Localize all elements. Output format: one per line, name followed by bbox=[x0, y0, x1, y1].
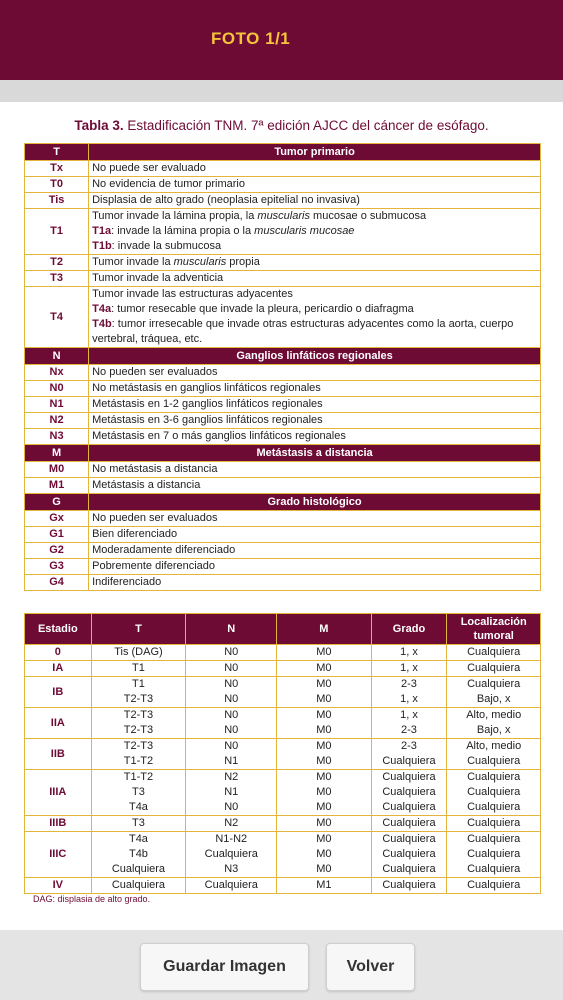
stage-cell bbox=[186, 832, 277, 878]
stage-column-header: T bbox=[91, 614, 186, 645]
stage-cell-line: T2-T3 bbox=[123, 709, 154, 721]
row-code: G1 bbox=[25, 527, 89, 543]
stage-table bbox=[24, 613, 541, 894]
table-row bbox=[25, 381, 541, 397]
stage-cell bbox=[186, 739, 277, 770]
stage-cell bbox=[186, 645, 277, 661]
stage-code: 0 bbox=[25, 645, 92, 661]
stage-cell-line: M0 bbox=[316, 755, 332, 767]
table-row bbox=[25, 161, 541, 177]
section-title: Tumor primario bbox=[89, 144, 541, 161]
stage-cell-line: Cualquiera bbox=[467, 646, 521, 658]
stage-cell-line: N0 bbox=[224, 740, 239, 752]
row-code: G3 bbox=[25, 559, 89, 575]
desc-text: Tumor invade la bbox=[92, 256, 174, 268]
row-code: T0 bbox=[25, 177, 89, 193]
row-code: M0 bbox=[25, 462, 89, 478]
stage-cell-line: Bajo, x bbox=[476, 693, 511, 705]
stage-cell bbox=[447, 677, 541, 708]
desc-text: : invade la submucosa bbox=[111, 240, 222, 252]
stage-cell-line: T2-T3 bbox=[123, 724, 154, 736]
photo-counter: FOTO 1/1 bbox=[211, 29, 291, 48]
row-description: No metástasis en ganglios linfáticos regionales bbox=[89, 381, 541, 397]
stage-cell bbox=[91, 739, 186, 770]
stage-cell bbox=[371, 708, 447, 739]
stage-cell-line: N1 bbox=[224, 755, 239, 767]
row-description: Tumor invade la adventicia bbox=[89, 271, 541, 287]
stage-cell-line: T1 bbox=[132, 662, 145, 674]
desc-line bbox=[92, 317, 537, 347]
stage-cell bbox=[447, 739, 541, 770]
stage-cell-line: Cualquiera bbox=[382, 786, 436, 798]
stage-cell-line: M0 bbox=[316, 833, 332, 845]
stage-cell-line: M0 bbox=[316, 740, 332, 752]
stage-cell-line: Cualquiera bbox=[382, 771, 436, 783]
stage-cell-line: N2 bbox=[224, 817, 239, 829]
desc-italic: muscularis bbox=[173, 256, 227, 268]
desc-text: : invade la lámina propia o la bbox=[111, 225, 255, 237]
row-description: No evidencia de tumor primario bbox=[89, 177, 541, 193]
stage-cell-line: M0 bbox=[316, 693, 332, 705]
stage-cell-line: Alto, medio bbox=[466, 709, 522, 721]
row-code: Gx bbox=[25, 511, 89, 527]
stage-cell-line: N0 bbox=[224, 709, 239, 721]
section-code: N bbox=[25, 348, 89, 365]
section-header bbox=[25, 445, 541, 462]
subcode: T1a bbox=[92, 225, 112, 237]
stage-cell-line: Cualquiera bbox=[467, 801, 521, 813]
stage-cell-line: T3 bbox=[132, 817, 145, 829]
stage-cell-line: T4b bbox=[128, 848, 148, 860]
subcode: T4b bbox=[92, 318, 112, 330]
stage-cell-line: T1-T2 bbox=[123, 755, 154, 767]
stage-row bbox=[25, 708, 541, 739]
row-code: G4 bbox=[25, 575, 89, 591]
stage-row bbox=[25, 816, 541, 832]
desc-line bbox=[92, 239, 537, 254]
stage-cell-line: N0 bbox=[224, 693, 239, 705]
table-row bbox=[25, 177, 541, 193]
footnote: DAG: displasia de alto grado. bbox=[33, 894, 151, 904]
row-description bbox=[89, 287, 541, 348]
stage-column-header: Grado bbox=[371, 614, 447, 645]
row-description: Bien diferenciado bbox=[89, 527, 541, 543]
section-code: T bbox=[25, 144, 89, 161]
stage-cell bbox=[277, 816, 371, 832]
row-description: No metástasis a distancia bbox=[89, 462, 541, 478]
stage-cell-line: M0 bbox=[316, 817, 332, 829]
row-description: Indiferenciado bbox=[89, 575, 541, 591]
stage-code: IIIB bbox=[25, 816, 92, 832]
table-row bbox=[25, 527, 541, 543]
section-title: Metástasis a distancia bbox=[89, 445, 541, 462]
section-header bbox=[25, 348, 541, 365]
stage-column-header: M bbox=[277, 614, 371, 645]
desc-text: mucosae o submucosa bbox=[309, 210, 427, 222]
stage-cell bbox=[447, 770, 541, 816]
row-code: M1 bbox=[25, 478, 89, 494]
stage-cell-line: N0 bbox=[224, 678, 239, 690]
desc-text: : tumor resecable que invade la pleura, pericardio o diafragma bbox=[111, 303, 414, 315]
table-row-t2 bbox=[25, 255, 541, 271]
row-code: Nx bbox=[25, 365, 89, 381]
row-description: Metástasis a distancia bbox=[89, 478, 541, 494]
stage-column-header: Estadio bbox=[25, 614, 92, 645]
stage-cell bbox=[447, 645, 541, 661]
row-code: T1 bbox=[25, 209, 89, 255]
stage-cell bbox=[91, 708, 186, 739]
stage-cell-line: Cualquiera bbox=[467, 771, 521, 783]
desc-text: Tumor invade la lámina propia, la bbox=[92, 210, 258, 222]
row-code: Tis bbox=[25, 193, 89, 209]
stage-cell bbox=[277, 661, 371, 677]
section-code: G bbox=[25, 494, 89, 511]
row-description: Metástasis en 1-2 ganglios linfáticos regionales bbox=[89, 397, 541, 413]
stage-cell-line: Cualquiera bbox=[467, 786, 521, 798]
stage-cell-line: N0 bbox=[224, 662, 239, 674]
stage-cell-line: M0 bbox=[316, 662, 332, 674]
stage-cell-line: 2-3 bbox=[401, 724, 417, 736]
stage-cell bbox=[277, 878, 371, 894]
stage-cell-line: T1-T2 bbox=[123, 771, 154, 783]
stage-cell-line: T2-T3 bbox=[123, 740, 154, 752]
stage-cell-line: Cualquiera bbox=[467, 755, 521, 767]
section-header bbox=[25, 144, 541, 161]
row-code: T3 bbox=[25, 271, 89, 287]
stage-cell bbox=[277, 739, 371, 770]
stage-cell-line: M0 bbox=[316, 646, 332, 658]
stage-column-header: N bbox=[186, 614, 277, 645]
table-row bbox=[25, 397, 541, 413]
section-code: M bbox=[25, 445, 89, 462]
stage-cell-line: T3 bbox=[132, 786, 145, 798]
section-title: Ganglios linfáticos regionales bbox=[89, 348, 541, 365]
stage-cell bbox=[371, 878, 447, 894]
table-caption bbox=[0, 118, 563, 133]
stage-cell-line: 1, x bbox=[400, 646, 418, 658]
desc-italic: muscularis mucosae bbox=[254, 225, 355, 237]
stage-cell bbox=[277, 770, 371, 816]
stage-cell-line: M0 bbox=[316, 771, 332, 783]
subcode: T4a bbox=[92, 303, 112, 315]
row-description: Metástasis en 3-6 ganglios linfáticos regionales bbox=[89, 413, 541, 429]
stage-cell-line: Cualquiera bbox=[467, 863, 521, 875]
stage-cell-line: M0 bbox=[316, 786, 332, 798]
desc-text: propia bbox=[226, 256, 260, 268]
stage-cell-line: Cualquiera bbox=[382, 848, 436, 860]
stage-cell-line: T2-T3 bbox=[123, 693, 154, 705]
stage-cell-line: Tis (DAG) bbox=[114, 646, 163, 658]
stage-cell bbox=[447, 816, 541, 832]
stage-cell-line: Cualquiera bbox=[111, 879, 166, 891]
desc-line bbox=[92, 302, 537, 317]
section-title: Grado histológico bbox=[89, 494, 541, 511]
top-gap bbox=[0, 80, 563, 102]
desc-line: Tumor invade las estructuras adyacentes bbox=[92, 288, 293, 300]
stage-cell-line: M0 bbox=[316, 724, 332, 736]
stage-code: IIIA bbox=[25, 770, 92, 816]
caption-text: Estadificación TNM. 7ª edición AJCC del cáncer de esófago. bbox=[123, 118, 489, 133]
table-row bbox=[25, 413, 541, 429]
table-row bbox=[25, 559, 541, 575]
row-code: N3 bbox=[25, 429, 89, 445]
stage-header-row bbox=[25, 614, 541, 645]
save-image-button[interactable]: Guardar Imagen bbox=[140, 943, 309, 991]
table-row bbox=[25, 543, 541, 559]
stage-cell bbox=[186, 661, 277, 677]
stage-cell-line: Cualquiera bbox=[382, 833, 436, 845]
table-row bbox=[25, 271, 541, 287]
stage-cell-line: N0 bbox=[224, 801, 239, 813]
stage-cell bbox=[447, 878, 541, 894]
stage-cell-line: Cualquiera bbox=[111, 863, 166, 875]
stage-cell-line: N0 bbox=[224, 646, 239, 658]
stage-cell bbox=[91, 832, 186, 878]
stage-cell bbox=[91, 770, 186, 816]
stage-cell bbox=[371, 816, 447, 832]
stage-row bbox=[25, 739, 541, 770]
stage-code: IA bbox=[25, 661, 92, 677]
stage-cell-line: N0 bbox=[224, 724, 239, 736]
stage-cell-line: N2 bbox=[224, 771, 239, 783]
stage-column-header: Localización tumoral bbox=[447, 614, 541, 645]
table-row bbox=[25, 511, 541, 527]
stage-cell-line: M1 bbox=[316, 879, 332, 891]
stage-cell-line: 1, x bbox=[400, 709, 418, 721]
stage-cell-line: T4a bbox=[128, 833, 148, 845]
stage-cell-line: M0 bbox=[316, 863, 332, 875]
desc-italic: muscularis bbox=[257, 210, 310, 222]
table-row-t4 bbox=[25, 287, 541, 348]
stage-cell bbox=[186, 770, 277, 816]
row-description: No pueden ser evaluados bbox=[89, 511, 541, 527]
row-code: T2 bbox=[25, 255, 89, 271]
stage-cell-line: Cualquiera bbox=[204, 879, 258, 891]
stage-cell-line: Cualquiera bbox=[382, 755, 436, 767]
stage-row bbox=[25, 770, 541, 816]
stage-cell-line: T4a bbox=[128, 801, 148, 813]
row-description: Metástasis en 7 o más ganglios linfáticos regionales bbox=[89, 429, 541, 445]
stage-cell-line: M0 bbox=[316, 848, 332, 860]
stage-cell bbox=[447, 832, 541, 878]
stage-cell bbox=[186, 878, 277, 894]
row-description: No pueden ser evaluados bbox=[89, 365, 541, 381]
row-description: Pobremente diferenciado bbox=[89, 559, 541, 575]
stage-cell-line: Cualquiera bbox=[467, 879, 521, 891]
row-code: N1 bbox=[25, 397, 89, 413]
stage-code: IV bbox=[25, 878, 92, 894]
stage-cell bbox=[371, 739, 447, 770]
stage-cell bbox=[186, 677, 277, 708]
stage-cell bbox=[371, 677, 447, 708]
stage-cell-line: N3 bbox=[224, 863, 239, 875]
stage-row bbox=[25, 645, 541, 661]
stage-cell-line: Cualquiera bbox=[467, 678, 521, 690]
section-header bbox=[25, 494, 541, 511]
back-button[interactable]: Volver bbox=[326, 943, 415, 991]
stage-row bbox=[25, 878, 541, 894]
stage-cell-line: Cualquiera bbox=[204, 848, 258, 860]
table-row-t1 bbox=[25, 209, 541, 255]
row-code: G2 bbox=[25, 543, 89, 559]
table-row bbox=[25, 429, 541, 445]
stage-cell-line: Alto, medio bbox=[466, 740, 522, 752]
stage-cell bbox=[277, 677, 371, 708]
stage-cell-line: M0 bbox=[316, 678, 332, 690]
stage-cell bbox=[277, 832, 371, 878]
stage-cell-line: N1 bbox=[224, 786, 239, 798]
stage-cell-line: 2-3 bbox=[401, 740, 417, 752]
stage-cell bbox=[186, 816, 277, 832]
stage-cell bbox=[91, 878, 186, 894]
stage-cell-line: M0 bbox=[316, 801, 332, 813]
stage-cell-line: Cualquiera bbox=[382, 879, 436, 891]
stage-cell-line: 2-3 bbox=[401, 678, 417, 690]
desc-line bbox=[92, 224, 537, 239]
stage-cell bbox=[447, 708, 541, 739]
stage-code: IB bbox=[25, 677, 92, 708]
table-row bbox=[25, 462, 541, 478]
row-code: Tx bbox=[25, 161, 89, 177]
stage-code: IIB bbox=[25, 739, 92, 770]
stage-code: IIA bbox=[25, 708, 92, 739]
row-description: Displasia de alto grado (neoplasia epitelial no invasiva) bbox=[89, 193, 541, 209]
stage-cell-line: N1-N2 bbox=[215, 833, 248, 845]
stage-cell bbox=[371, 832, 447, 878]
subcode: T1b bbox=[92, 240, 112, 252]
stage-cell bbox=[447, 661, 541, 677]
stage-cell-line: Cualquiera bbox=[467, 662, 521, 674]
table-row bbox=[25, 575, 541, 591]
row-description bbox=[89, 209, 541, 255]
stage-cell-line: M0 bbox=[316, 709, 332, 721]
stage-cell-line: 1, x bbox=[400, 693, 418, 705]
stage-cell bbox=[91, 677, 186, 708]
stage-row bbox=[25, 661, 541, 677]
tnm-table bbox=[24, 143, 541, 591]
stage-cell bbox=[277, 708, 371, 739]
stage-cell-line: 1, x bbox=[400, 662, 418, 674]
desc-line bbox=[92, 209, 537, 224]
stage-cell-line: Cualquiera bbox=[467, 833, 521, 845]
table-row bbox=[25, 365, 541, 381]
stage-cell bbox=[91, 645, 186, 661]
table-row bbox=[25, 193, 541, 209]
stage-cell-line: T1 bbox=[132, 678, 145, 690]
row-description: No puede ser evaluado bbox=[89, 161, 541, 177]
row-description bbox=[89, 255, 541, 271]
row-code: N2 bbox=[25, 413, 89, 429]
desc-text: : tumor irresecable que invade otras estructuras adyacentes como la aorta, cuerpo vertebral, tráquea, etc. bbox=[92, 318, 514, 345]
stage-cell-line: Cualquiera bbox=[382, 863, 436, 875]
stage-row bbox=[25, 677, 541, 708]
stage-cell bbox=[91, 661, 186, 677]
stage-cell-line: Cualquiera bbox=[467, 848, 521, 860]
stage-cell bbox=[186, 708, 277, 739]
stage-cell bbox=[91, 816, 186, 832]
row-code: T4 bbox=[25, 287, 89, 348]
table-row bbox=[25, 478, 541, 494]
row-code: N0 bbox=[25, 381, 89, 397]
stage-cell bbox=[371, 770, 447, 816]
stage-cell-line: Cualquiera bbox=[382, 817, 436, 829]
stage-code: IIIC bbox=[25, 832, 92, 878]
stage-cell bbox=[371, 645, 447, 661]
caption-bold: Tabla 3. bbox=[74, 118, 124, 133]
top-bar bbox=[0, 0, 563, 80]
stage-row bbox=[25, 832, 541, 878]
stage-cell bbox=[277, 645, 371, 661]
row-description: Moderadamente diferenciado bbox=[89, 543, 541, 559]
stage-cell-line: Cualquiera bbox=[382, 801, 436, 813]
stage-cell bbox=[371, 661, 447, 677]
stage-cell-line: Cualquiera bbox=[467, 817, 521, 829]
stage-cell-line: Bajo, x bbox=[476, 724, 511, 736]
